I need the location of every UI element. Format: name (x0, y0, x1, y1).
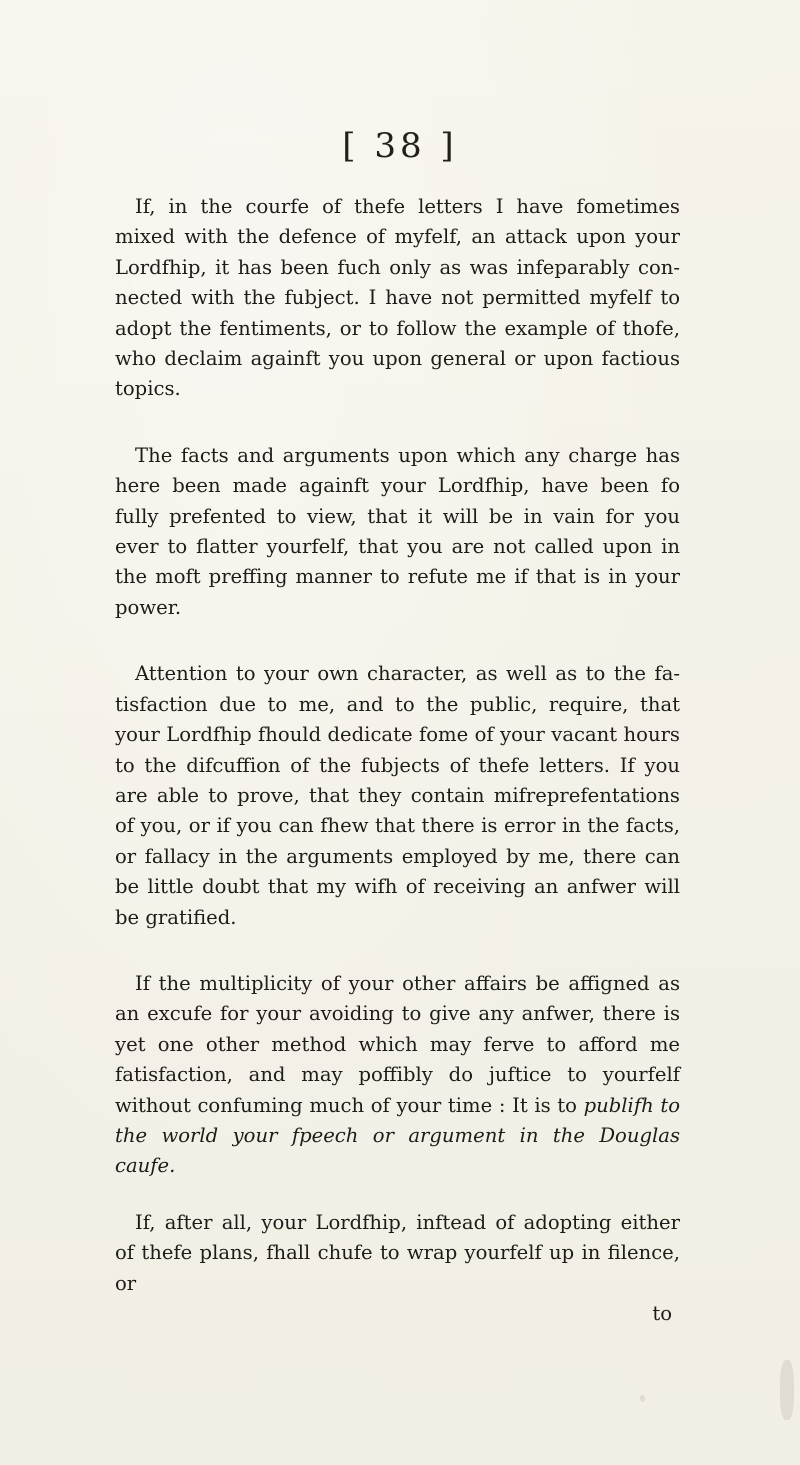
body-text (115, 192, 680, 1329)
paragraph-3: Attention to your own character, as well as to the fatisfaction due to me, and to the public, require, that your Lordfhip fhould dedicate fome of your vacant hours to the difcuffion of the fubjects of thefe letters. If you are able to prove, that they contain mifreprefentations of you, or if you can fhew that there is error in the facts, or fallacy in the arguments employed by me, there can be little doubt that my wifh of receiving an anfwer will be gratified. (115, 662, 680, 929)
page-number: [ 38 ] (342, 126, 458, 166)
paragraph-1: If, in the courfe of thefe letters I have fometimes mixed with the defence of myfelf, an attack upon your Lordfhip, it has been fuch only as was infeparably connected with the fubject. I have not permitted myfelf to adopt the fentiments, or to follow the example of thofe, who declaim againft you upon general or upon factious topics. (115, 195, 680, 401)
paper-stain (640, 1395, 645, 1402)
paper-stain (780, 1360, 794, 1420)
paragraph-4-text: If the multiplicity of your other affairs be affigned as an excufe for your avoiding to give any anfwer, there is yet one other method which may ferve to afford me fatisfaction, and may poffibly do juftice to yourfelf without confuming much of your time : It is to (115, 971, 680, 1117)
paragraph-4 (115, 969, 680, 1182)
catchword: to (652, 1302, 672, 1325)
paragraph-5: If, after all, your Lordfhip, inftead of adopting either of thefe plans, fhall chufe to wrap yourfelf up in filence, or (115, 1210, 680, 1295)
paragraph-2: The facts and arguments upon which any charge has here been made againft your Lordfhip, have been fo fully prefented to view, that it will be in vain for you ever to flatter yourfelf, that you are not called upon in the moft preffing manner to refute me if that is in your power. (115, 443, 680, 619)
paragraph-4-italic: publifh to the world your fpeech or argument in the Douglas caufe. (115, 1093, 680, 1178)
